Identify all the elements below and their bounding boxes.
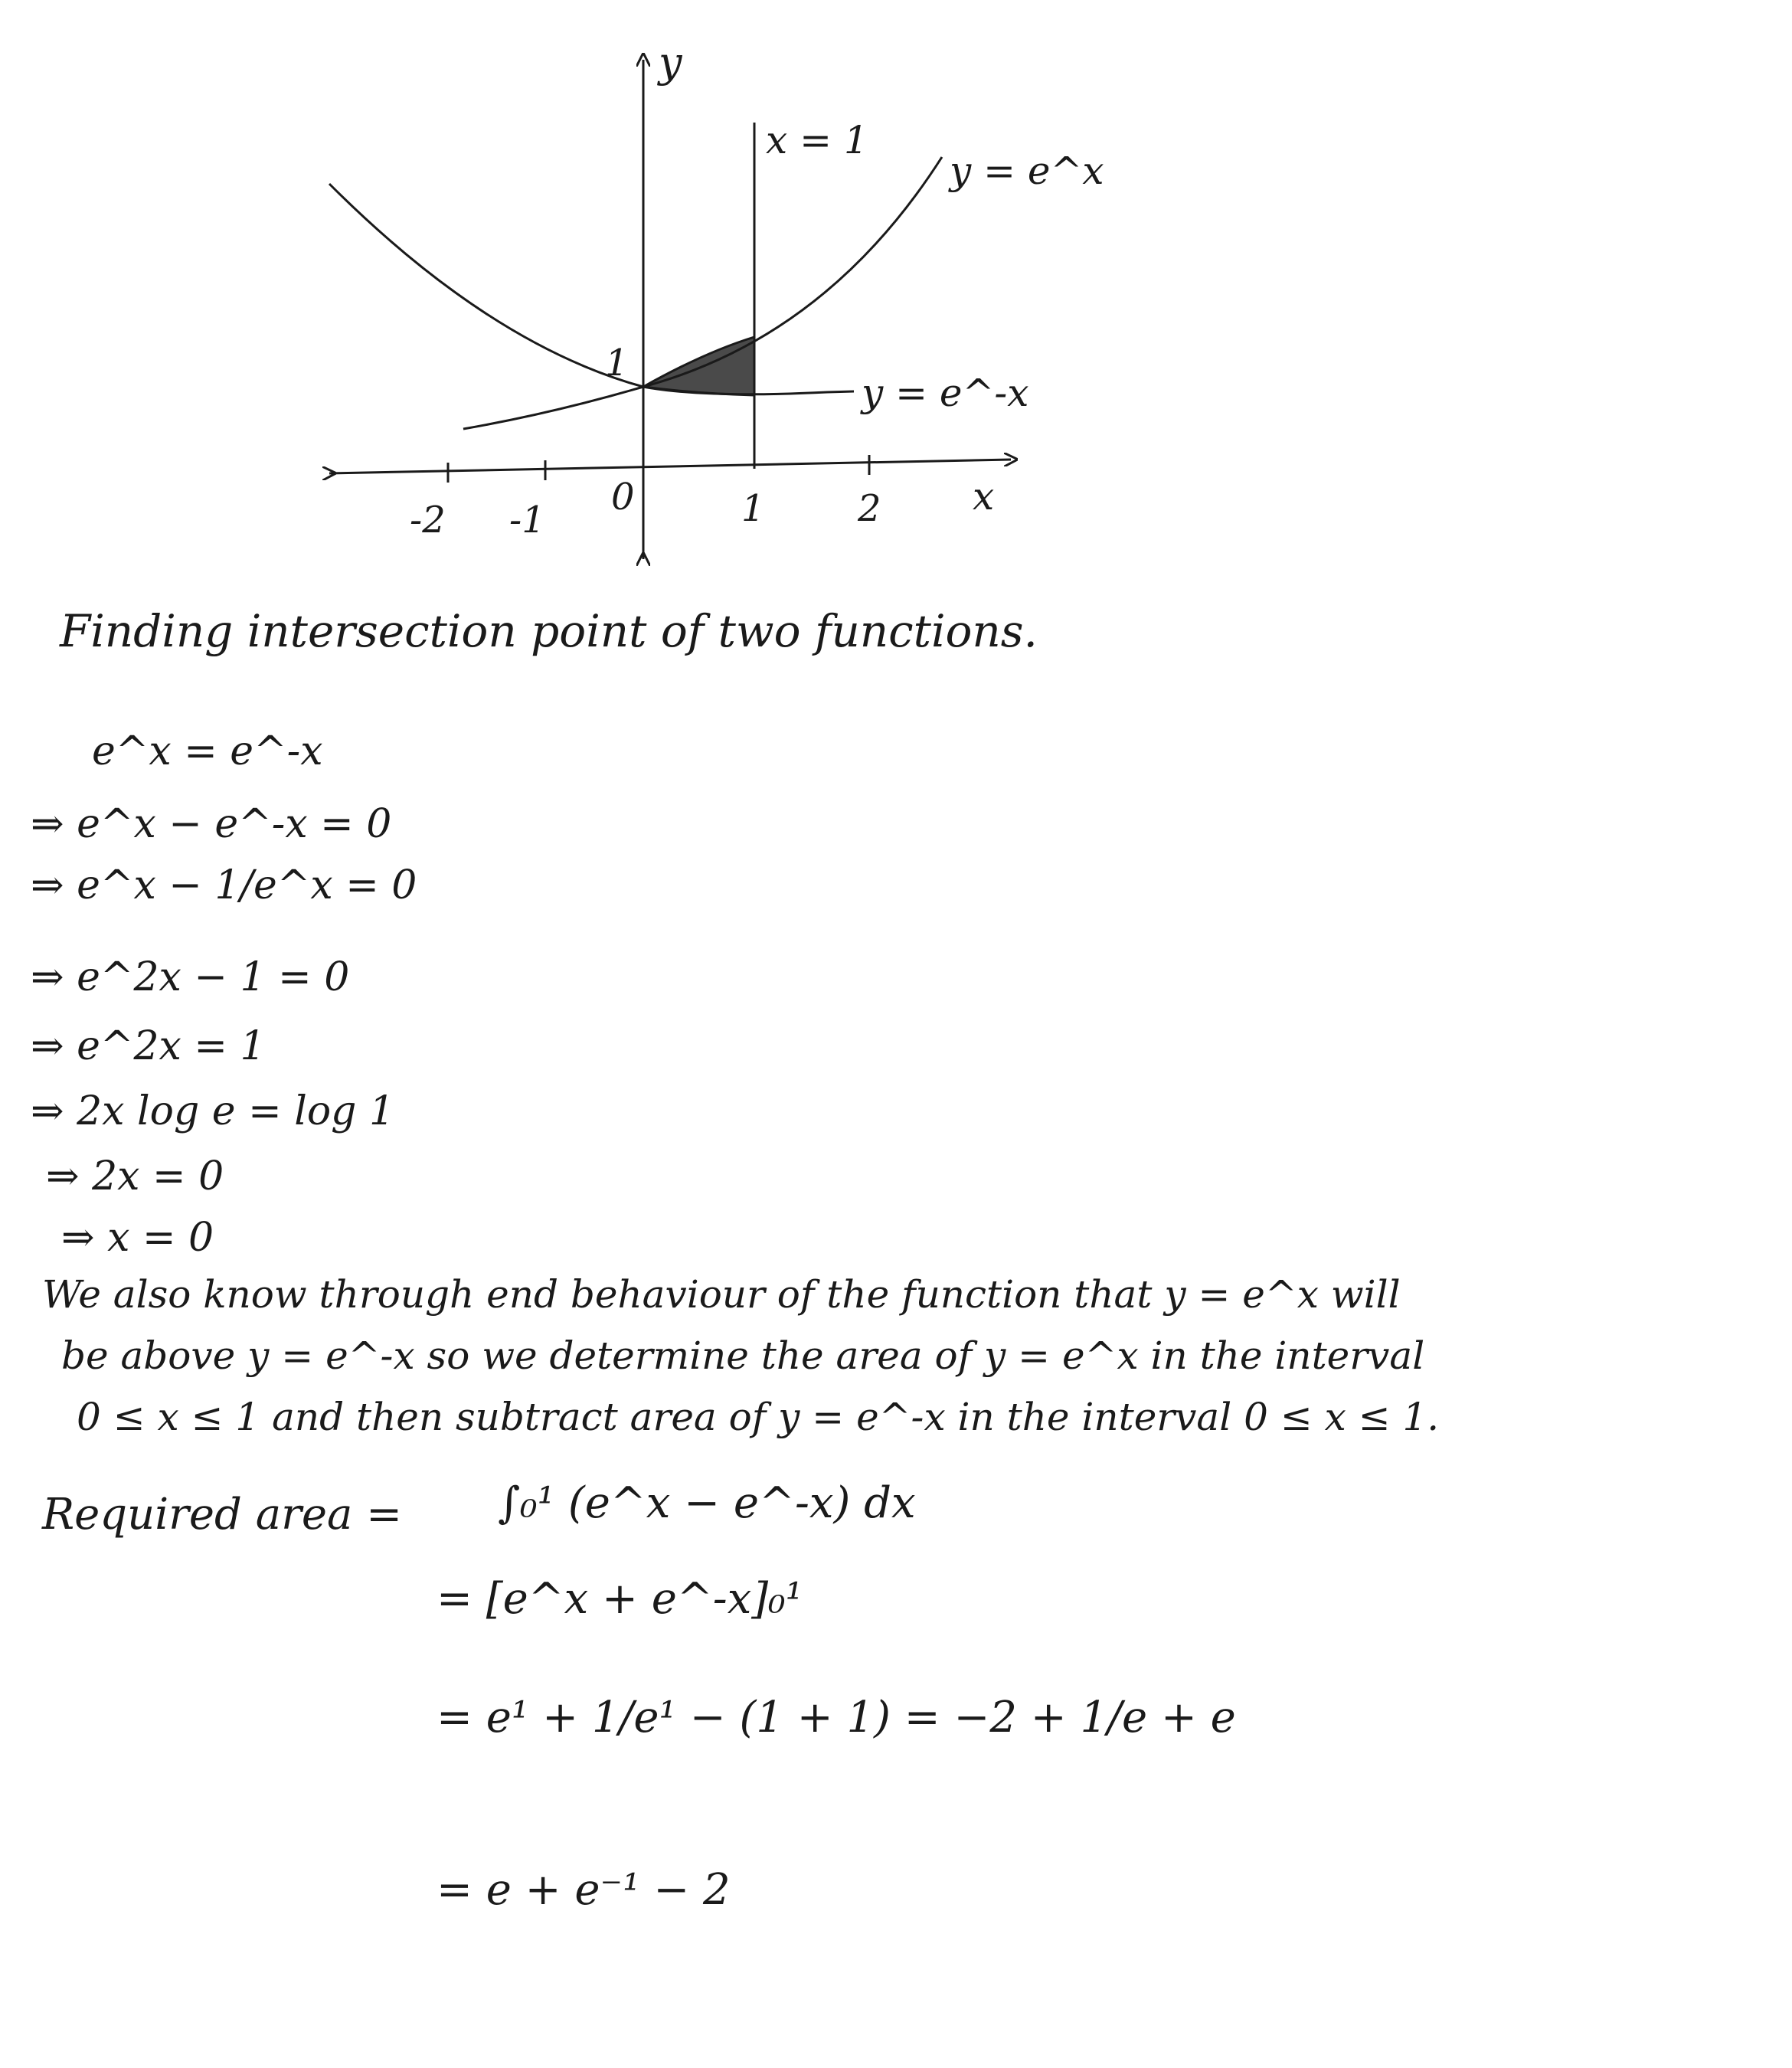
paragraph-line-1: We also know through end behaviour of the function that y = e^x will xyxy=(42,1272,1401,1317)
step-5: ⇒ e^2x = 1 xyxy=(31,1023,266,1069)
vline-label: x = 1 xyxy=(766,118,868,162)
solution-heading: Finding intersection point of two functions. xyxy=(60,605,1038,657)
axis-x-label: x xyxy=(973,474,995,519)
curve-negexp xyxy=(463,387,854,429)
graph xyxy=(0,0,1792,597)
shaded-area xyxy=(643,337,754,395)
step-8: ⇒ x = 0 xyxy=(61,1215,214,1261)
required-area-label: Required area = xyxy=(42,1490,403,1540)
step-2: ⇒ e^x − e^-x = 0 xyxy=(31,801,392,847)
paragraph-line-3: 0 ≤ x ≤ 1 and then subtract area of y = e^-x in the interval 0 ≤ x ≤ 1. xyxy=(77,1395,1440,1439)
y-tick-label: 1 xyxy=(605,342,629,384)
step-6: ⇒ 2x log e = log 1 xyxy=(31,1088,395,1134)
origin-label: 0 xyxy=(611,476,635,519)
x-tick-label-neg2: -2 xyxy=(410,499,446,542)
axis-y-label: y xyxy=(659,38,682,87)
x-tick-label-2: 2 xyxy=(858,487,881,530)
step-7: ⇒ 2x = 0 xyxy=(46,1153,224,1199)
x-tick-label-neg1: -1 xyxy=(509,499,545,542)
eval-line-1: = [e^x + e^-x]₀¹ xyxy=(437,1574,803,1624)
curve-exp xyxy=(329,157,942,387)
curve-negexp-label: y = e^-x xyxy=(862,371,1029,415)
eval-line-2: = e¹ + 1/e¹ − (1 + 1) = −2 + 1/e + e xyxy=(437,1693,1236,1742)
step-3: ⇒ e^x − 1/e^x = 0 xyxy=(31,862,417,908)
step-1: e^x = e^-x xyxy=(92,728,323,774)
eval-line-3: = e + e⁻¹ − 2 xyxy=(437,1865,731,1915)
step-4: ⇒ e^2x − 1 = 0 xyxy=(31,954,350,1000)
x-axis xyxy=(329,460,1011,473)
integral-expression: ∫₀¹ (e^x − e^-x) dx xyxy=(498,1478,916,1528)
curve-exp-label: y = e^x xyxy=(950,149,1104,193)
paragraph-line-2: be above y = e^-x so we determine the area of y = e^x in the interval xyxy=(61,1333,1425,1378)
x-tick-label-1: 1 xyxy=(741,487,765,530)
